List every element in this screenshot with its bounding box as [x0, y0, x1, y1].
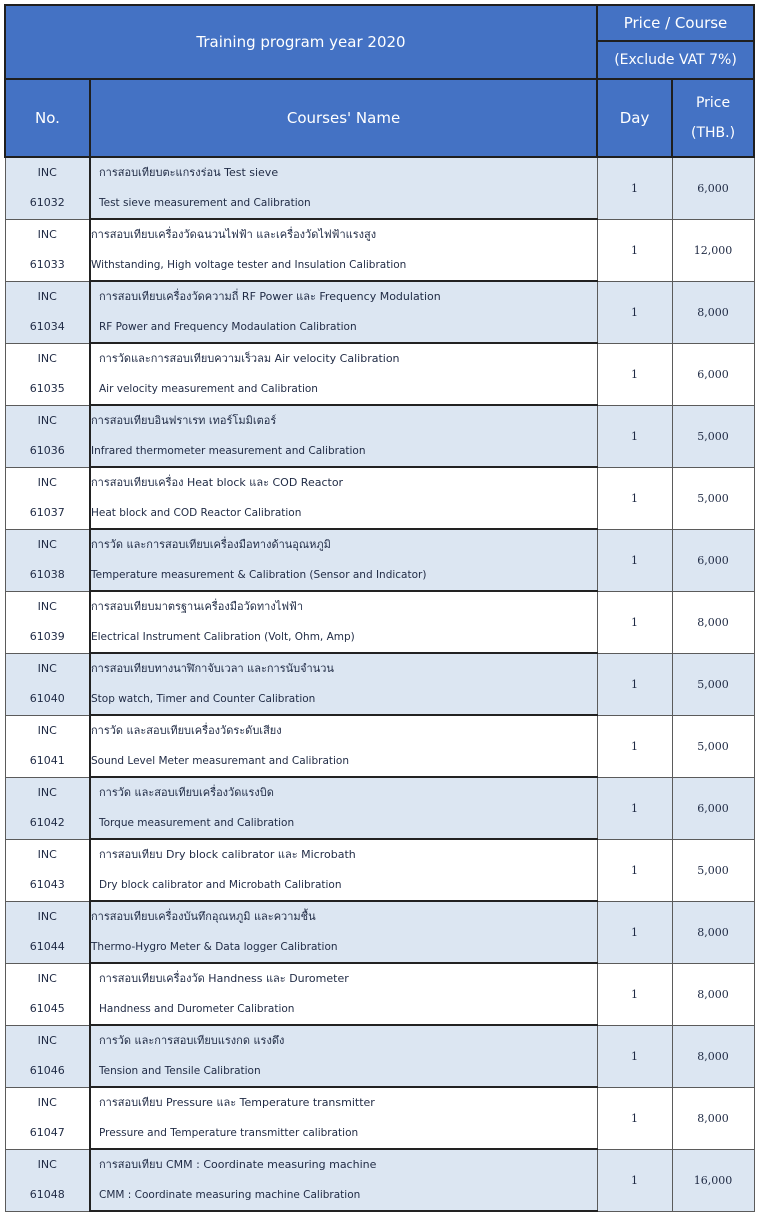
course-days: 1 [597, 529, 672, 591]
course-name-english: Stop watch, Timer and Counter Calibration [91, 693, 316, 705]
course-code-prefix: INC [37, 537, 57, 551]
course-code-prefix: INC [37, 785, 57, 799]
table-row [5, 219, 754, 281]
course-code-prefix: INC [37, 475, 57, 489]
course-code-prefix: INC [37, 1033, 57, 1047]
table-row [5, 963, 754, 1025]
course-name [90, 405, 597, 467]
table-row [5, 839, 754, 901]
course-code [5, 653, 90, 715]
table-row [5, 157, 754, 219]
course-price: 5,000 [672, 839, 754, 901]
course-code [5, 1025, 90, 1087]
course-code [5, 281, 90, 343]
col-header-price-unit: (THB.) [690, 125, 736, 141]
course-name [90, 467, 597, 529]
course-code [5, 157, 90, 219]
course-name [90, 529, 597, 591]
course-name [90, 715, 597, 777]
course-name [90, 653, 597, 715]
course-code-number: 61039 [29, 629, 65, 643]
course-days: 1 [597, 591, 672, 653]
course-code-number: 61034 [29, 319, 65, 333]
course-price: 6,000 [672, 343, 754, 405]
course-name-thai: การวัด และสอบเทียบเครื่องวัดแรงบิด [99, 786, 274, 799]
price-per-course-header: Price / Course [597, 5, 754, 41]
table-row [5, 901, 754, 963]
course-name-english: Heat block and COD Reactor Calibration [91, 507, 302, 519]
course-code-prefix: INC [37, 1157, 57, 1171]
course-code-number: 61035 [29, 381, 65, 395]
course-name-english: Dry block calibrator and Microbath Calibration [99, 879, 342, 891]
course-name [90, 219, 597, 281]
course-days: 1 [597, 1149, 672, 1211]
course-code-number: 61037 [29, 505, 65, 519]
course-name [90, 343, 597, 405]
table-row [5, 529, 754, 591]
course-name-english: Tension and Tensile Calibration [99, 1065, 261, 1077]
course-code-prefix: INC [37, 909, 57, 923]
course-name-english: Pressure and Temperature transmitter calibration [99, 1127, 359, 1139]
course-code [5, 591, 90, 653]
table-row [5, 467, 754, 529]
course-name-thai: การสอบเทียบ CMM : Coordinate measuring machine [99, 1158, 377, 1171]
course-name-thai: การสอบเทียบมาตรฐานเครื่องมือวัดทางไฟฟ้า [91, 600, 303, 613]
course-days: 1 [597, 715, 672, 777]
course-days: 1 [597, 1087, 672, 1149]
table-title: Training program year 2020 [5, 5, 597, 79]
col-header-no: No. [5, 79, 90, 157]
table-row [5, 591, 754, 653]
course-name-english: Handness and Durometer Calibration [99, 1003, 295, 1015]
course-code [5, 529, 90, 591]
table-row [5, 653, 754, 715]
course-name-thai: การสอบเทียบเครื่องวัด Handness และ Durometer [99, 972, 349, 985]
course-code-prefix: INC [37, 661, 57, 675]
course-code-number: 61038 [29, 567, 65, 581]
course-name-english: Temperature measurement & Calibration (Sensor and Indicator) [91, 569, 427, 581]
course-days: 1 [597, 343, 672, 405]
course-name-english: Electrical Instrument Calibration (Volt, Ohm, Amp) [91, 631, 355, 643]
course-name [90, 963, 597, 1025]
course-name-thai: การสอบเทียบทางนาฬิกาจับเวลา และการนับจำนวน [91, 662, 334, 675]
course-name-thai: การสอบเทียบตะแกรงร่อน Test sieve [99, 166, 279, 179]
course-name-english: Torque measurement and Calibration [99, 817, 295, 829]
course-code-number: 61047 [29, 1125, 65, 1139]
course-days: 1 [597, 467, 672, 529]
course-code [5, 1149, 90, 1211]
col-header-price-label: Price [695, 95, 731, 111]
training-program-table [4, 4, 755, 1212]
exclude-vat-header: (Exclude VAT 7%) [597, 41, 754, 79]
course-code-prefix: INC [37, 289, 57, 303]
course-code-number: 61040 [29, 691, 65, 705]
course-name [90, 839, 597, 901]
course-code [5, 467, 90, 529]
course-price: 6,000 [672, 777, 754, 839]
course-name [90, 157, 597, 219]
course-days: 1 [597, 281, 672, 343]
course-code-number: 61036 [29, 443, 65, 457]
course-name [90, 591, 597, 653]
table-row [5, 715, 754, 777]
course-name [90, 777, 597, 839]
course-code-number: 61032 [29, 196, 65, 209]
course-price: 8,000 [672, 1087, 754, 1149]
course-code-prefix: INC [37, 599, 57, 613]
course-price: 12,000 [672, 219, 754, 281]
training-program-table-container [4, 4, 753, 1212]
course-price: 8,000 [672, 591, 754, 653]
course-name [90, 1149, 597, 1211]
course-code [5, 405, 90, 467]
course-price: 5,000 [672, 405, 754, 467]
course-days: 1 [597, 653, 672, 715]
course-name-thai: การสอบเทียบ Dry block calibrator และ Microbath [99, 848, 356, 861]
course-price: 8,000 [672, 1025, 754, 1087]
table-row [5, 1149, 754, 1211]
course-days: 1 [597, 157, 672, 219]
course-name-english: Thermo-Hygro Meter & Data logger Calibration [91, 941, 338, 953]
course-list [5, 157, 754, 1211]
course-days: 1 [597, 963, 672, 1025]
course-name-thai: การวัดและการสอบเทียบความเร็วลม Air velocity Calibration [99, 352, 400, 365]
course-price: 6,000 [672, 157, 754, 219]
course-name-thai: การสอบเทียบเครื่อง Heat block และ COD Reactor [91, 476, 344, 489]
table-row [5, 281, 754, 343]
course-price: 8,000 [672, 963, 754, 1025]
course-name [90, 281, 597, 343]
course-price: 5,000 [672, 467, 754, 529]
course-name-english: RF Power and Frequency Modaulation Calibration [99, 321, 357, 333]
col-header-day: Day [597, 79, 672, 157]
course-name-thai: การวัด และการสอบเทียบแรงกด แรงดึง [99, 1034, 285, 1047]
course-code-prefix: INC [37, 413, 57, 427]
course-price: 16,000 [672, 1149, 754, 1211]
col-header-price [672, 79, 754, 157]
course-name-english: Sound Level Meter measuremant and Calibration [91, 755, 349, 767]
course-days: 1 [597, 777, 672, 839]
course-name-english: Test sieve measurement and Calibration [99, 197, 311, 209]
course-code-prefix: INC [37, 1095, 57, 1109]
course-price: 5,000 [672, 715, 754, 777]
course-code-prefix: INC [37, 971, 57, 985]
table-row [5, 1025, 754, 1087]
course-name-english: Air velocity measurement and Calibration [99, 383, 318, 395]
course-code [5, 963, 90, 1025]
course-name-thai: การสอบเทียบ Pressure และ Temperature transmitter [99, 1096, 375, 1109]
course-code-number: 61046 [29, 1063, 65, 1077]
course-name [90, 1087, 597, 1149]
table-row [5, 405, 754, 467]
course-days: 1 [597, 839, 672, 901]
course-code-number: 61033 [29, 257, 65, 271]
course-price: 8,000 [672, 281, 754, 343]
course-days: 1 [597, 901, 672, 963]
course-price: 5,000 [672, 653, 754, 715]
course-code-number: 61043 [29, 877, 65, 891]
course-code [5, 715, 90, 777]
course-name-english: Withstanding, High voltage tester and Insulation Calibration [91, 259, 407, 271]
course-name-english: Infrared thermometer measurement and Calibration [91, 445, 366, 457]
course-code [5, 901, 90, 963]
course-code-number: 61048 [29, 1187, 65, 1201]
table-row [5, 1087, 754, 1149]
course-code [5, 219, 90, 281]
course-days: 1 [597, 219, 672, 281]
course-name-english: CMM : Coordinate measuring machine Calibration [99, 1189, 361, 1201]
course-code [5, 839, 90, 901]
course-name [90, 1025, 597, 1087]
col-header-course-name: Courses' Name [90, 79, 597, 157]
course-name-thai: การสอบเทียบอินฟราเรท เทอร์โมมิเตอร์ [91, 414, 277, 427]
course-code-prefix: INC [37, 351, 57, 365]
course-code-number: 61042 [29, 815, 65, 829]
course-code [5, 343, 90, 405]
table-row [5, 777, 754, 839]
course-code-number: 61041 [29, 753, 65, 767]
course-code-number: 61045 [29, 1001, 65, 1015]
course-code-prefix: INC [37, 166, 57, 179]
course-code-prefix: INC [37, 227, 57, 241]
course-price: 8,000 [672, 901, 754, 963]
course-days: 1 [597, 1025, 672, 1087]
course-name-thai: การวัด และสอบเทียบเครื่องวัดระดับเสียง [91, 724, 282, 737]
table-row [5, 343, 754, 405]
course-name-thai: การสอบเทียบเครื่องวัดความถี่ RF Power และ Frequency Modulation [99, 290, 441, 303]
course-code [5, 1087, 90, 1149]
course-days: 1 [597, 405, 672, 467]
course-code-prefix: INC [37, 847, 57, 861]
course-code-number: 61044 [29, 939, 65, 953]
course-name-thai: การสอบเทียบเครื่องวัดฉนวนไฟฟ้า และเครื่องวัดไฟฟ้าแรงสูง [91, 228, 377, 241]
course-code-prefix: INC [37, 723, 57, 737]
course-name-thai: การสอบเทียบเครื่องบันทึกอุณหภูมิ และความชื้น [91, 910, 316, 923]
course-name-thai: การวัด และการสอบเทียบเครื่องมือทางด้านอุณหภูมิ [91, 538, 331, 551]
course-code [5, 777, 90, 839]
course-name [90, 901, 597, 963]
course-price: 6,000 [672, 529, 754, 591]
